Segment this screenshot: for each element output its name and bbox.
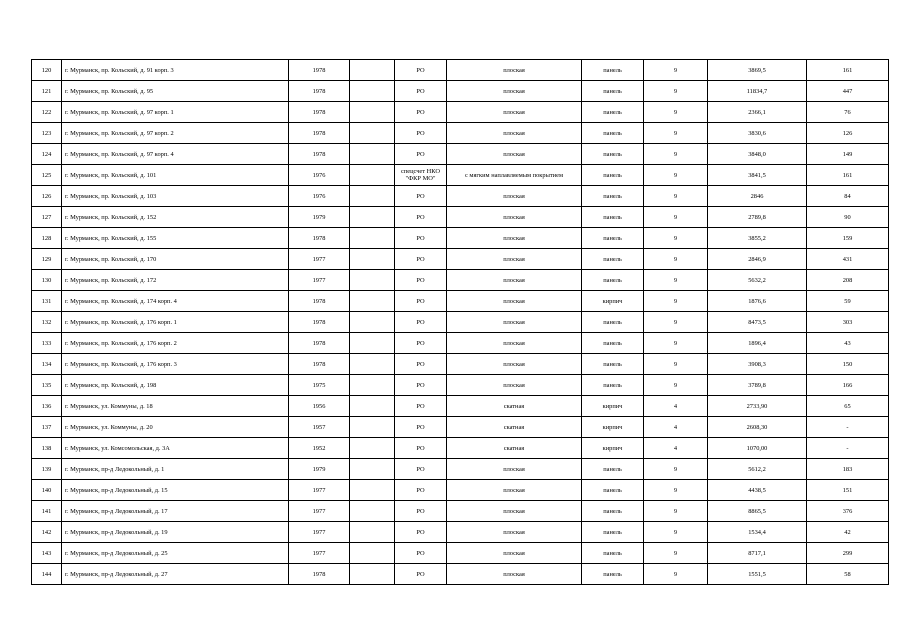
address-cell: г. Мурманск, пр-д Ледокольный, д. 1 xyxy=(62,459,289,480)
address-cell: г. Мурманск, пр. Кольский, д. 91 корп. 3 xyxy=(62,60,289,81)
roof-type-cell: плоская xyxy=(447,228,582,249)
empty-cell xyxy=(350,207,395,228)
floors-cell: 9 xyxy=(644,165,708,186)
residents-cell: 303 xyxy=(807,312,889,333)
empty-cell xyxy=(350,291,395,312)
address-cell: г. Мурманск, пр. Кольский, д. 176 корп. 2 xyxy=(62,333,289,354)
year-built-cell: 1978 xyxy=(289,333,350,354)
roof-type-cell: плоская xyxy=(447,375,582,396)
row-number-cell: 139 xyxy=(32,459,62,480)
fund-method-cell: РО xyxy=(395,102,447,123)
floors-cell: 9 xyxy=(644,249,708,270)
year-built-cell: 1978 xyxy=(289,228,350,249)
empty-cell xyxy=(350,249,395,270)
roof-type-cell: скатная xyxy=(447,438,582,459)
address-cell: г. Мурманск, пр-д Ледокольный, д. 19 xyxy=(62,522,289,543)
fund-method-cell: РО xyxy=(395,417,447,438)
area-cell: 2789,8 xyxy=(708,207,807,228)
year-built-cell: 1978 xyxy=(289,291,350,312)
residents-cell: 90 xyxy=(807,207,889,228)
floors-cell: 9 xyxy=(644,60,708,81)
residents-cell: 65 xyxy=(807,396,889,417)
empty-cell xyxy=(350,522,395,543)
row-number-cell: 126 xyxy=(32,186,62,207)
floors-cell: 9 xyxy=(644,333,708,354)
row-number-cell: 140 xyxy=(32,480,62,501)
address-cell: г. Мурманск, ул. Коммуны, д. 18 xyxy=(62,396,289,417)
address-cell: г. Мурманск, пр. Кольский, д. 170 xyxy=(62,249,289,270)
table-row xyxy=(32,144,889,165)
floors-cell: 9 xyxy=(644,291,708,312)
table-row xyxy=(32,102,889,123)
fund-method-cell: РО xyxy=(395,60,447,81)
fund-method-cell: РО xyxy=(395,249,447,270)
area-cell: 1534,4 xyxy=(708,522,807,543)
empty-cell xyxy=(350,144,395,165)
area-cell: 2846,9 xyxy=(708,249,807,270)
row-number-cell: 135 xyxy=(32,375,62,396)
roof-type-cell: плоская xyxy=(447,291,582,312)
row-number-cell: 121 xyxy=(32,81,62,102)
wall-material-cell: панель xyxy=(582,564,644,585)
fund-method-cell: РО xyxy=(395,396,447,417)
area-cell: 11834,7 xyxy=(708,81,807,102)
address-cell: г. Мурманск, пр. Кольский, д. 97 корп. 2 xyxy=(62,123,289,144)
fund-method-cell: РО xyxy=(395,144,447,165)
floors-cell: 9 xyxy=(644,207,708,228)
year-built-cell: 1976 xyxy=(289,186,350,207)
residents-cell: 161 xyxy=(807,60,889,81)
floors-cell: 9 xyxy=(644,480,708,501)
empty-cell xyxy=(350,375,395,396)
table-row xyxy=(32,333,889,354)
floors-cell: 9 xyxy=(644,459,708,480)
fund-method-cell: РО xyxy=(395,291,447,312)
row-number-cell: 125 xyxy=(32,165,62,186)
empty-cell xyxy=(350,123,395,144)
year-built-cell: 1956 xyxy=(289,396,350,417)
address-cell: г. Мурманск, ул. Коммуны, д. 20 xyxy=(62,417,289,438)
area-cell: 3789,8 xyxy=(708,375,807,396)
wall-material-cell: панель xyxy=(582,333,644,354)
fund-method-cell: РО xyxy=(395,123,447,144)
roof-type-cell: плоская xyxy=(447,186,582,207)
area-cell: 3855,2 xyxy=(708,228,807,249)
table-row xyxy=(32,543,889,564)
area-cell: 4438,5 xyxy=(708,480,807,501)
table-row xyxy=(32,354,889,375)
year-built-cell: 1978 xyxy=(289,60,350,81)
fund-method-cell: РО xyxy=(395,312,447,333)
wall-material-cell: панель xyxy=(582,543,644,564)
table-row xyxy=(32,375,889,396)
row-number-cell: 120 xyxy=(32,60,62,81)
roof-type-cell: плоская xyxy=(447,123,582,144)
fund-method-cell: РО xyxy=(395,228,447,249)
floors-cell: 9 xyxy=(644,186,708,207)
row-number-cell: 134 xyxy=(32,354,62,375)
address-cell: г. Мурманск, пр. Кольский, д. 174 корп. 4 xyxy=(62,291,289,312)
address-cell: г. Мурманск, пр. Кольский, д. 101 xyxy=(62,165,289,186)
area-cell: 8473,5 xyxy=(708,312,807,333)
year-built-cell: 1979 xyxy=(289,207,350,228)
roof-type-cell: плоская xyxy=(447,270,582,291)
row-number-cell: 144 xyxy=(32,564,62,585)
empty-cell xyxy=(350,564,395,585)
floors-cell: 9 xyxy=(644,270,708,291)
area-cell: 2366,1 xyxy=(708,102,807,123)
area-cell: 1896,4 xyxy=(708,333,807,354)
row-number-cell: 128 xyxy=(32,228,62,249)
wall-material-cell: панель xyxy=(582,207,644,228)
row-number-cell: 124 xyxy=(32,144,62,165)
wall-material-cell: кирпич xyxy=(582,417,644,438)
residents-cell: 76 xyxy=(807,102,889,123)
empty-cell xyxy=(350,417,395,438)
floors-cell: 9 xyxy=(644,564,708,585)
fund-method-cell: РО xyxy=(395,564,447,585)
residents-cell: 42 xyxy=(807,522,889,543)
area-cell: 2608,30 xyxy=(708,417,807,438)
year-built-cell: 1978 xyxy=(289,354,350,375)
row-number-cell: 129 xyxy=(32,249,62,270)
residents-cell: 84 xyxy=(807,186,889,207)
roof-type-cell: с мягким наплавляемым покрытием xyxy=(447,165,582,186)
residents-cell: 149 xyxy=(807,144,889,165)
empty-cell xyxy=(350,60,395,81)
residents-cell: 166 xyxy=(807,375,889,396)
table-row xyxy=(32,291,889,312)
year-built-cell: 1977 xyxy=(289,522,350,543)
wall-material-cell: панель xyxy=(582,102,644,123)
residents-cell: - xyxy=(807,417,889,438)
wall-material-cell: панель xyxy=(582,81,644,102)
table-row xyxy=(32,123,889,144)
row-number-cell: 127 xyxy=(32,207,62,228)
wall-material-cell: панель xyxy=(582,249,644,270)
area-cell: 3830,6 xyxy=(708,123,807,144)
fund-method-cell: РО xyxy=(395,354,447,375)
empty-cell xyxy=(350,312,395,333)
address-cell: г. Мурманск, ул. Комсомольская, д. 3А xyxy=(62,438,289,459)
empty-cell xyxy=(350,459,395,480)
address-cell: г. Мурманск, пр. Кольский, д. 172 xyxy=(62,270,289,291)
wall-material-cell: панель xyxy=(582,228,644,249)
wall-material-cell: панель xyxy=(582,354,644,375)
residents-cell: 151 xyxy=(807,480,889,501)
empty-cell xyxy=(350,165,395,186)
wall-material-cell: панель xyxy=(582,270,644,291)
table-row xyxy=(32,480,889,501)
area-cell: 1070,00 xyxy=(708,438,807,459)
roof-type-cell: плоская xyxy=(447,60,582,81)
floors-cell: 9 xyxy=(644,501,708,522)
empty-cell xyxy=(350,102,395,123)
floors-cell: 9 xyxy=(644,522,708,543)
roof-type-cell: плоская xyxy=(447,543,582,564)
area-cell: 5612,2 xyxy=(708,459,807,480)
row-number-cell: 122 xyxy=(32,102,62,123)
floors-cell: 4 xyxy=(644,417,708,438)
fund-method-cell: РО xyxy=(395,522,447,543)
area-cell: 3869,5 xyxy=(708,60,807,81)
roof-type-cell: плоская xyxy=(447,102,582,123)
floors-cell: 9 xyxy=(644,543,708,564)
fund-method-cell: РО xyxy=(395,81,447,102)
floors-cell: 9 xyxy=(644,81,708,102)
wall-material-cell: панель xyxy=(582,144,644,165)
fund-method-cell: РО xyxy=(395,207,447,228)
year-built-cell: 1976 xyxy=(289,165,350,186)
roof-type-cell: плоская xyxy=(447,312,582,333)
address-cell: г. Мурманск, пр. Кольский, д. 103 xyxy=(62,186,289,207)
address-cell: г. Мурманск, пр. Кольский, д. 176 корп. 3 xyxy=(62,354,289,375)
residents-cell: 150 xyxy=(807,354,889,375)
table-row xyxy=(32,396,889,417)
floors-cell: 9 xyxy=(644,312,708,333)
fund-method-cell: РО xyxy=(395,333,447,354)
fund-method-cell: РО xyxy=(395,480,447,501)
empty-cell xyxy=(350,270,395,291)
floors-cell: 4 xyxy=(644,396,708,417)
area-cell: 2733,90 xyxy=(708,396,807,417)
row-number-cell: 142 xyxy=(32,522,62,543)
residents-cell: 126 xyxy=(807,123,889,144)
table-row xyxy=(32,438,889,459)
row-number-cell: 132 xyxy=(32,312,62,333)
fund-method-cell: спецсчет НКО "ФКР МО" xyxy=(395,165,447,186)
area-cell: 8865,5 xyxy=(708,501,807,522)
year-built-cell: 1978 xyxy=(289,123,350,144)
empty-cell xyxy=(350,480,395,501)
fund-method-cell: РО xyxy=(395,375,447,396)
table-row xyxy=(32,312,889,333)
row-number-cell: 138 xyxy=(32,438,62,459)
table-row xyxy=(32,564,889,585)
residents-cell: 447 xyxy=(807,81,889,102)
table-row xyxy=(32,81,889,102)
table-row xyxy=(32,186,889,207)
roof-type-cell: плоская xyxy=(447,459,582,480)
empty-cell xyxy=(350,354,395,375)
area-cell: 5632,2 xyxy=(708,270,807,291)
fund-method-cell: РО xyxy=(395,501,447,522)
roof-type-cell: плоская xyxy=(447,144,582,165)
wall-material-cell: панель xyxy=(582,375,644,396)
residents-cell: 376 xyxy=(807,501,889,522)
wall-material-cell: кирпич xyxy=(582,438,644,459)
table-row xyxy=(32,228,889,249)
residents-cell: 183 xyxy=(807,459,889,480)
residents-cell: 159 xyxy=(807,228,889,249)
address-cell: г. Мурманск, пр. Кольский, д. 155 xyxy=(62,228,289,249)
residents-cell: 299 xyxy=(807,543,889,564)
empty-cell xyxy=(350,186,395,207)
wall-material-cell: панель xyxy=(582,312,644,333)
year-built-cell: 1978 xyxy=(289,564,350,585)
empty-cell xyxy=(350,333,395,354)
table-row xyxy=(32,249,889,270)
year-built-cell: 1977 xyxy=(289,270,350,291)
fund-method-cell: РО xyxy=(395,543,447,564)
wall-material-cell: панель xyxy=(582,123,644,144)
wall-material-cell: панель xyxy=(582,60,644,81)
floors-cell: 9 xyxy=(644,228,708,249)
floors-cell: 9 xyxy=(644,375,708,396)
area-cell: 2846 xyxy=(708,186,807,207)
roof-type-cell: скатная xyxy=(447,417,582,438)
wall-material-cell: кирпич xyxy=(582,396,644,417)
table-row xyxy=(32,501,889,522)
fund-method-cell: РО xyxy=(395,438,447,459)
address-cell: г. Мурманск, пр. Кольский, д. 97 корп. 4 xyxy=(62,144,289,165)
wall-material-cell: панель xyxy=(582,186,644,207)
address-cell: г. Мурманск, пр. Кольский, д. 176 корп. 1 xyxy=(62,312,289,333)
year-built-cell: 1978 xyxy=(289,81,350,102)
table-row xyxy=(32,60,889,81)
area-cell: 8717,1 xyxy=(708,543,807,564)
roof-type-cell: скатная xyxy=(447,396,582,417)
empty-cell xyxy=(350,396,395,417)
area-cell: 3848,0 xyxy=(708,144,807,165)
year-built-cell: 1977 xyxy=(289,249,350,270)
area-cell: 3841,5 xyxy=(708,165,807,186)
row-number-cell: 130 xyxy=(32,270,62,291)
address-cell: г. Мурманск, пр-д Ледокольный, д. 15 xyxy=(62,480,289,501)
row-number-cell: 136 xyxy=(32,396,62,417)
roof-type-cell: плоская xyxy=(447,501,582,522)
residents-cell: 208 xyxy=(807,270,889,291)
residents-cell: 43 xyxy=(807,333,889,354)
wall-material-cell: панель xyxy=(582,501,644,522)
year-built-cell: 1977 xyxy=(289,480,350,501)
roof-type-cell: плоская xyxy=(447,207,582,228)
address-cell: г. Мурманск, пр. Кольский, д. 97 корп. 1 xyxy=(62,102,289,123)
row-number-cell: 143 xyxy=(32,543,62,564)
year-built-cell: 1977 xyxy=(289,501,350,522)
housing-registry-table xyxy=(31,59,889,585)
table-row xyxy=(32,417,889,438)
roof-type-cell: плоская xyxy=(447,522,582,543)
area-cell: 1876,6 xyxy=(708,291,807,312)
floors-cell: 9 xyxy=(644,354,708,375)
area-cell: 1551,5 xyxy=(708,564,807,585)
table-row xyxy=(32,522,889,543)
row-number-cell: 137 xyxy=(32,417,62,438)
year-built-cell: 1978 xyxy=(289,144,350,165)
wall-material-cell: панель xyxy=(582,459,644,480)
wall-material-cell: панель xyxy=(582,480,644,501)
year-built-cell: 1977 xyxy=(289,543,350,564)
year-built-cell: 1978 xyxy=(289,102,350,123)
wall-material-cell: кирпич xyxy=(582,291,644,312)
empty-cell xyxy=(350,501,395,522)
fund-method-cell: РО xyxy=(395,186,447,207)
roof-type-cell: плоская xyxy=(447,564,582,585)
fund-method-cell: РО xyxy=(395,270,447,291)
roof-type-cell: плоская xyxy=(447,81,582,102)
empty-cell xyxy=(350,438,395,459)
year-built-cell: 1952 xyxy=(289,438,350,459)
wall-material-cell: панель xyxy=(582,522,644,543)
floors-cell: 9 xyxy=(644,123,708,144)
row-number-cell: 141 xyxy=(32,501,62,522)
floors-cell: 4 xyxy=(644,438,708,459)
roof-type-cell: плоская xyxy=(447,249,582,270)
year-built-cell: 1979 xyxy=(289,459,350,480)
roof-type-cell: плоская xyxy=(447,354,582,375)
row-number-cell: 133 xyxy=(32,333,62,354)
address-cell: г. Мурманск, пр. Кольский, д. 95 xyxy=(62,81,289,102)
residents-cell: 431 xyxy=(807,249,889,270)
empty-cell xyxy=(350,543,395,564)
roof-type-cell: плоская xyxy=(447,480,582,501)
address-cell: г. Мурманск, пр. Кольский, д. 198 xyxy=(62,375,289,396)
residents-cell: 161 xyxy=(807,165,889,186)
year-built-cell: 1957 xyxy=(289,417,350,438)
year-built-cell: 1978 xyxy=(289,312,350,333)
address-cell: г. Мурманск, пр-д Ледокольный, д. 25 xyxy=(62,543,289,564)
residents-cell: - xyxy=(807,438,889,459)
address-cell: г. Мурманск, пр-д Ледокольный, д. 27 xyxy=(62,564,289,585)
floors-cell: 9 xyxy=(644,144,708,165)
empty-cell xyxy=(350,81,395,102)
table-row xyxy=(32,459,889,480)
table-row xyxy=(32,207,889,228)
empty-cell xyxy=(350,228,395,249)
fund-method-cell: РО xyxy=(395,459,447,480)
table-row xyxy=(32,270,889,291)
address-cell: г. Мурманск, пр-д Ледокольный, д. 17 xyxy=(62,501,289,522)
residents-cell: 59 xyxy=(807,291,889,312)
year-built-cell: 1975 xyxy=(289,375,350,396)
row-number-cell: 131 xyxy=(32,291,62,312)
roof-type-cell: плоская xyxy=(447,333,582,354)
floors-cell: 9 xyxy=(644,102,708,123)
address-cell: г. Мурманск, пр. Кольский, д. 152 xyxy=(62,207,289,228)
wall-material-cell: панель xyxy=(582,165,644,186)
residents-cell: 58 xyxy=(807,564,889,585)
table-row xyxy=(32,165,889,186)
row-number-cell: 123 xyxy=(32,123,62,144)
area-cell: 3908,3 xyxy=(708,354,807,375)
